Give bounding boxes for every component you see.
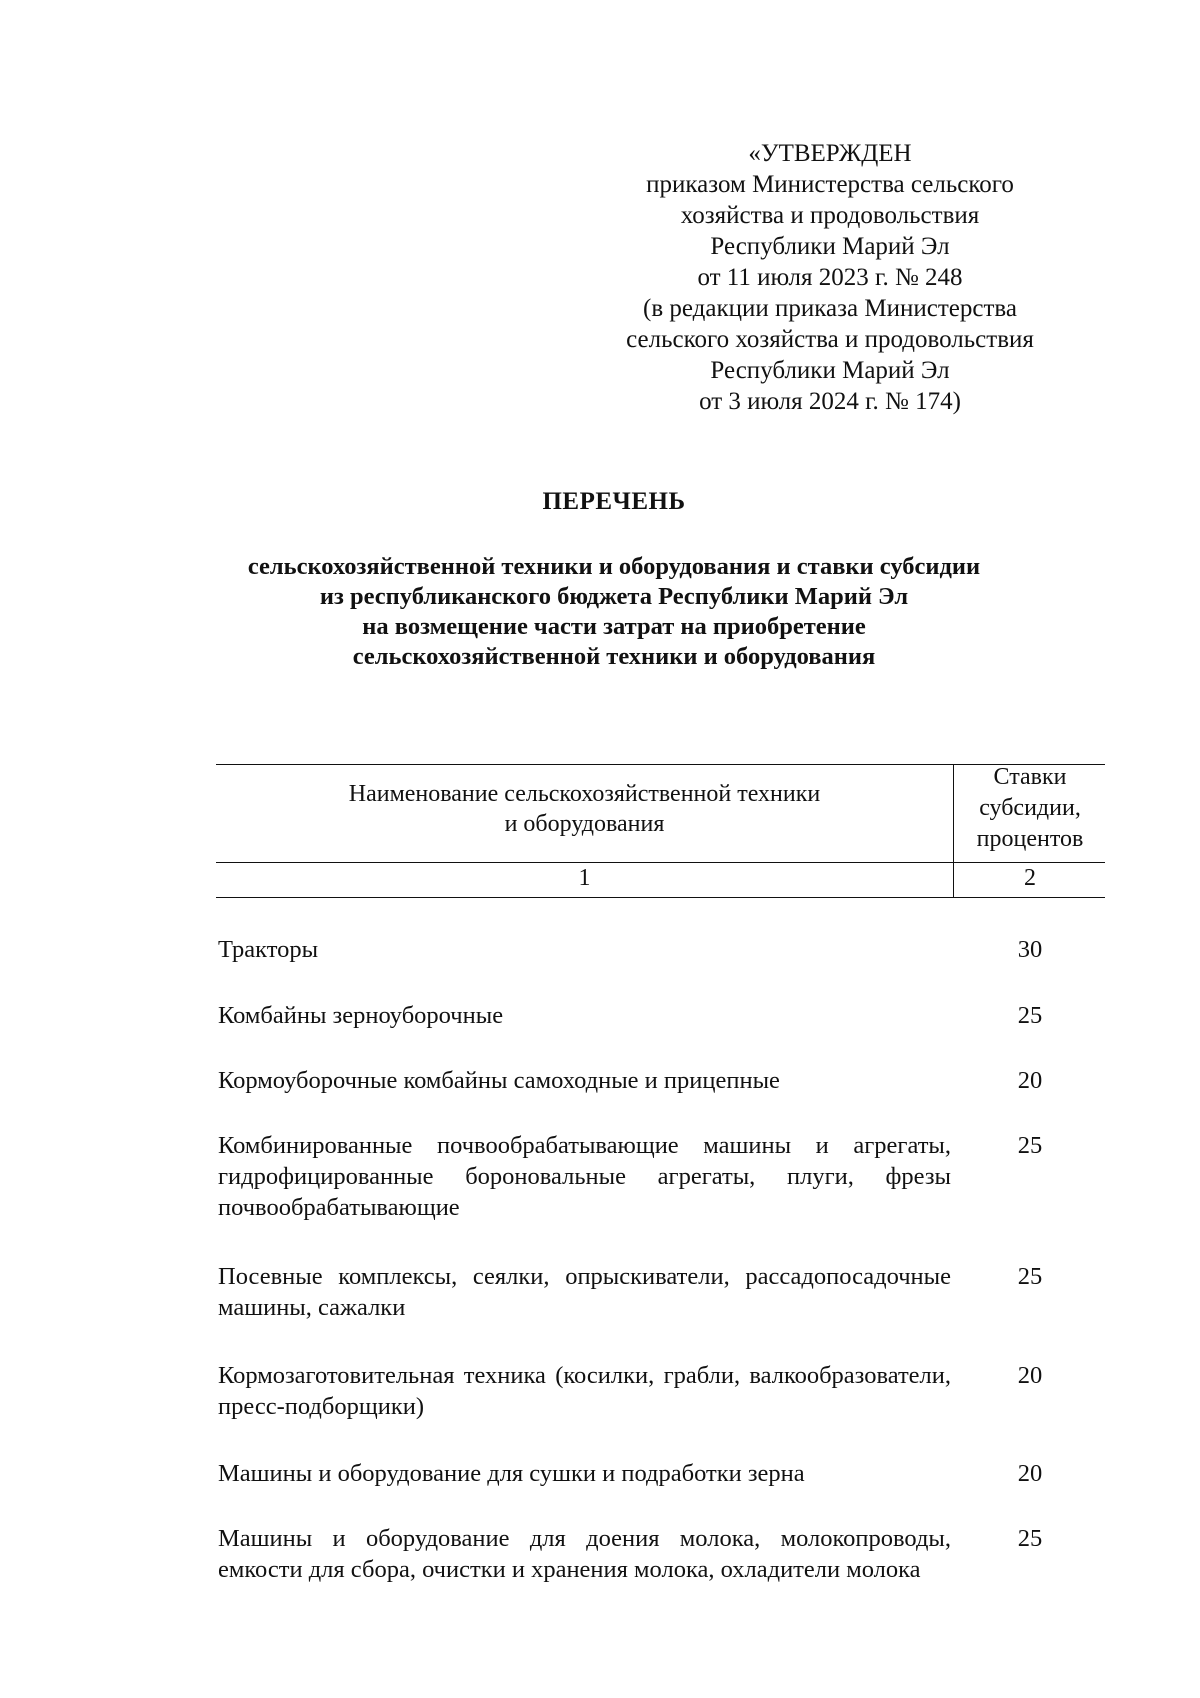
approval-line: приказом Министерства сельского (646, 171, 1014, 198)
header-rate (955, 762, 1105, 855)
approval-line: Республики Марий Эл (710, 233, 950, 260)
header-name-line: Наименование сельскохозяйственной техники (348, 781, 821, 807)
table-row-rate: 20 (1017, 1460, 1043, 1487)
table-row-rate: 20 (1017, 1067, 1043, 1094)
approval-line: от 11 июля 2023 г. № 248 (697, 264, 963, 291)
header-rate-line: субсидии, (979, 795, 1081, 821)
table-row-name: Кормоуборочные комбайны самоходные и прицепные (218, 1067, 780, 1094)
header-rate-line: Ставки (993, 764, 1067, 790)
approval-block (560, 138, 1100, 417)
table-row-name: Кормозаготовительная техника (косилки, грабли, валкообразователи, пресс-подборщики) (218, 1362, 951, 1420)
subtitle-line: сельскохозяйственной техники и оборудования и ставки субсидии (247, 553, 981, 580)
table-row-rate: 25 (1017, 1525, 1043, 1552)
table-row-rate: 30 (1017, 936, 1043, 963)
approval-line: Республики Марий Эл (710, 357, 950, 384)
subtitle-line: сельскохозяйственной техники и оборудования (352, 643, 876, 670)
document-subtitle (0, 552, 1200, 672)
header-name-line: и оборудования (504, 811, 665, 837)
column-number-2: 2 (1024, 865, 1036, 891)
document-title: ПЕРЕЧЕНЬ (542, 488, 686, 515)
table-header-rule (216, 862, 1105, 863)
subtitle-line: на возмещение части затрат на приобретение (362, 613, 866, 640)
table-row-name: Тракторы (218, 936, 319, 963)
table-row-name: Посевные комплексы, сеялки, опрыскиватели, рассадопосадочные машины, сажалки (218, 1263, 951, 1321)
approval-line: хозяйства и продовольствия (680, 202, 980, 229)
table-row-rate: 20 (1017, 1362, 1043, 1389)
approval-line: «УТВЕРЖДЕН (748, 140, 912, 167)
table-row-rate: 25 (1017, 1132, 1043, 1159)
table-row-name: Комбинированные почвообрабатывающие машины и агрегаты, гидрофицированные бороновальные агрегаты, плуги, фрезы почвообрабатывающие (218, 1132, 951, 1221)
table-row-name: Машины и оборудование для сушки и подработки зерна (218, 1460, 805, 1487)
table-column-divider (953, 764, 954, 898)
table-row-rate: 25 (1017, 1263, 1043, 1290)
column-number-1: 1 (578, 865, 591, 891)
table-row-name: Комбайны зерноуборочные (218, 1002, 504, 1029)
approval-line: от 3 июля 2024 г. № 174) (699, 388, 961, 415)
approval-line: (в редакции приказа Министерства (643, 295, 1017, 322)
table-row-name: Машины и оборудование для доения молока, молокопроводы, емкости для сбора, очистки и хранения молока, охладители молока (218, 1525, 951, 1583)
subtitle-line: из республиканского бюджета Республики Марий Эл (319, 583, 909, 610)
header-name (216, 779, 953, 839)
table-row-rate: 25 (1017, 1002, 1043, 1029)
approval-line: сельского хозяйства и продовольствия (626, 326, 1034, 353)
header-rate-line: процентов (976, 826, 1084, 852)
table-colnum-rule (216, 897, 1105, 898)
